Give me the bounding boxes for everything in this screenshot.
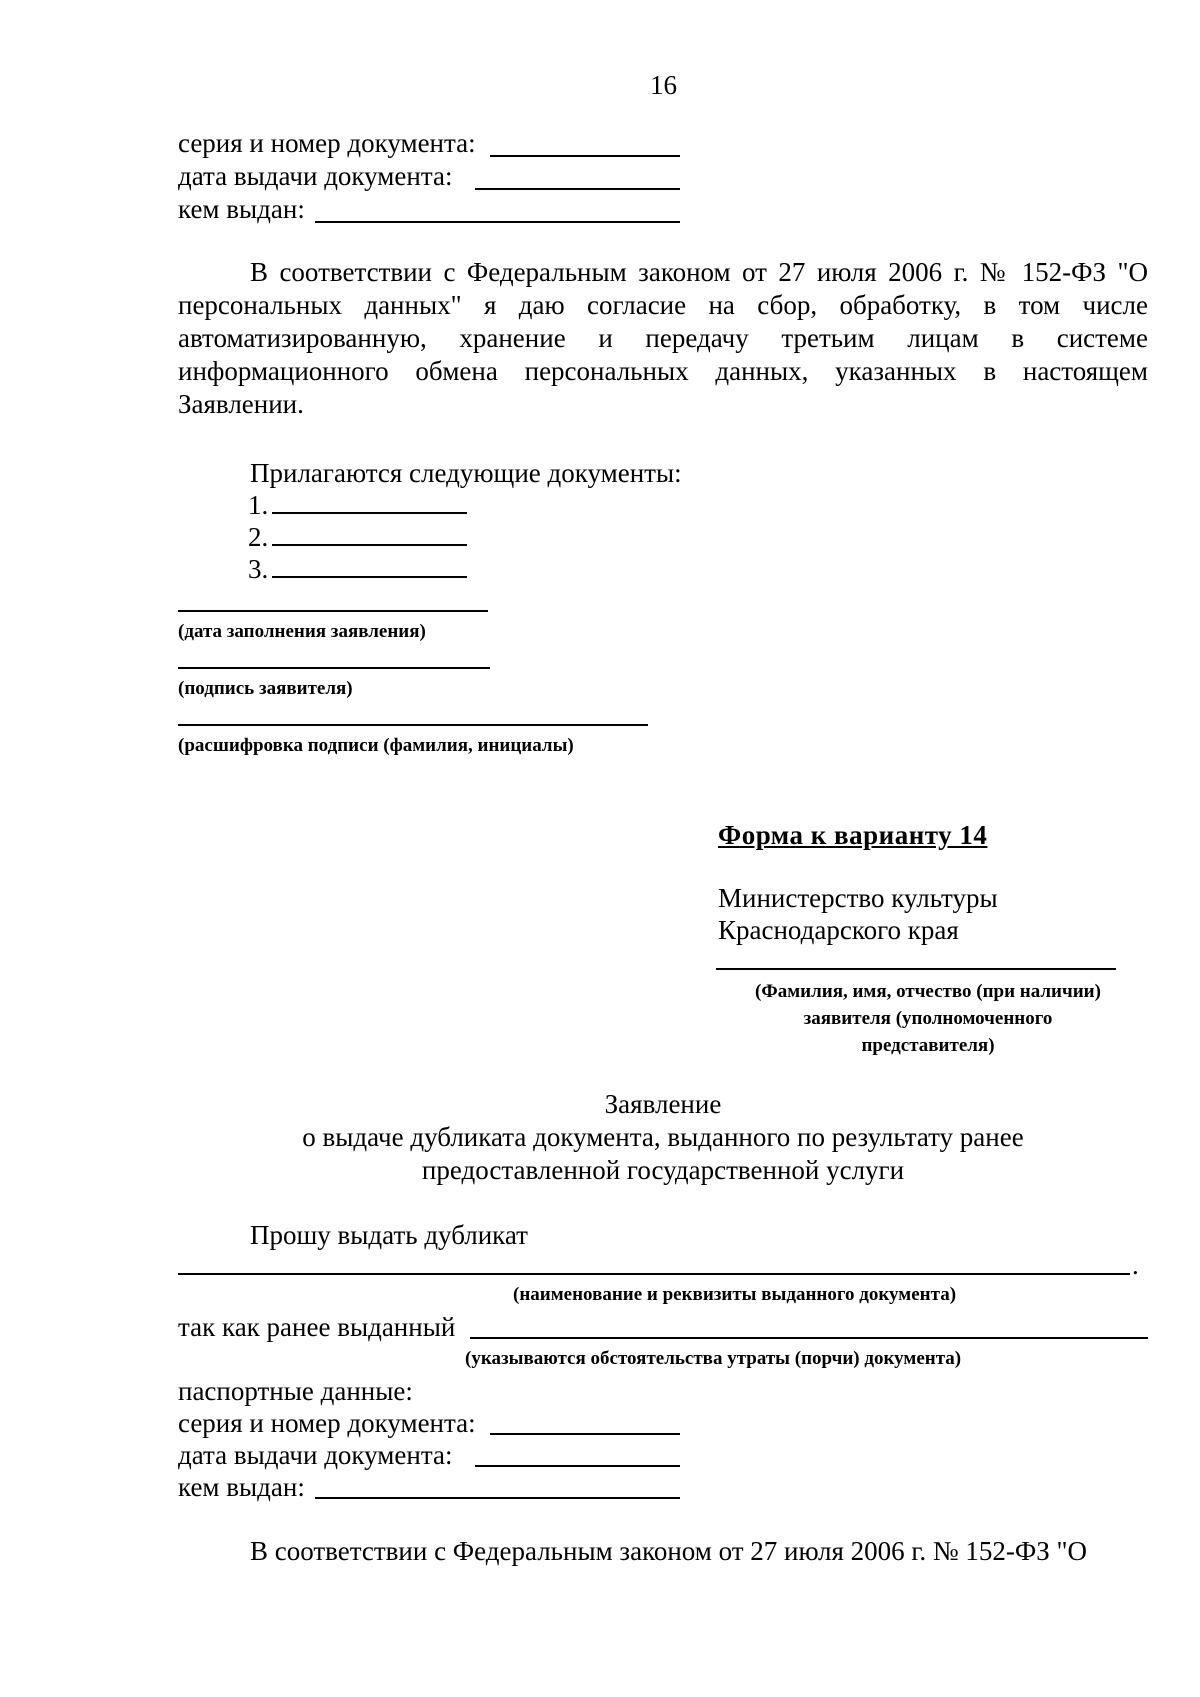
attachment-number: 1. xyxy=(248,490,269,520)
consent-paragraph: В соответствии с Федеральным законом от 27 июля 2006 г. № 152-ФЗ "О персональных данных" я даю согласие на сбор, обработку, в том числе автоматизированную, хранение и передачу третьим лицам в системе информационного обмена персональных данных, указанных в настоящем Заявлении. xyxy=(178,257,1148,419)
issue-date-label: дата выдачи документа: xyxy=(178,161,453,191)
application-title: Заявление xyxy=(604,1089,722,1119)
previously-issued-label: так как ранее выданный xyxy=(178,1312,456,1342)
attachment-number: 2. xyxy=(248,522,269,552)
fill-date-caption: (дата заполнения заявления) xyxy=(178,621,426,642)
passport-data-label: паспортные данные: xyxy=(178,1376,413,1406)
issued-by-line xyxy=(315,1497,680,1499)
request-text: Прошу выдать дубликат xyxy=(250,1220,528,1250)
application-subtitle-line-2: предоставленной государственной услуги xyxy=(421,1155,905,1185)
signature-line xyxy=(178,667,490,669)
issue-date-label: дата выдачи документа: xyxy=(178,1440,453,1470)
document-caption: (наименование и реквизиты выданного документа) xyxy=(513,1284,957,1305)
circumstances-line xyxy=(470,1337,1148,1339)
ministry-line-2: Краснодарского края xyxy=(718,915,959,945)
attachment-line xyxy=(272,576,467,578)
applicant-caption-line-3: представителя) xyxy=(861,1035,995,1056)
issued-by-label: кем выдан: xyxy=(178,1472,305,1502)
series-number-label: серия и номер документа: xyxy=(178,1408,476,1438)
circumstances-caption: (указываются обстоятельства утраты (порчи) документа) xyxy=(465,1348,962,1369)
page-number: 16 xyxy=(650,70,677,100)
document-name-line xyxy=(178,1273,1130,1275)
issue-date-line xyxy=(475,188,680,190)
applicant-caption xyxy=(708,978,1148,1059)
fill-date-line xyxy=(178,610,488,612)
form-heading: Форма к варианту 14 xyxy=(718,820,988,850)
line-end-period: . xyxy=(1132,1250,1139,1280)
attachment-line xyxy=(272,512,467,514)
application-subtitle-line-1: о выдаче дубликата документа, выданного по результату ранее xyxy=(302,1122,1024,1152)
application-title-block xyxy=(178,1088,1148,1187)
issue-date-line xyxy=(475,1465,680,1467)
applicant-caption-line-2: заявителя (уполномоченного xyxy=(803,1008,1053,1029)
series-number-label: серия и номер документа: xyxy=(178,128,476,158)
applicant-caption-line-1: (Фамилия, имя, отчество (при наличии) xyxy=(755,981,1101,1002)
attachment-number: 3. xyxy=(248,554,269,584)
issued-by-line xyxy=(315,221,680,223)
consent-bottom-text: В соответствии с Федеральным законом от 27 июля 2006 г. № 152-ФЗ "О xyxy=(250,1536,1088,1566)
signature-caption: (подпись заявителя) xyxy=(178,678,353,699)
applicant-name-line xyxy=(716,968,1116,970)
ministry-line-1: Министерство культуры xyxy=(718,883,998,913)
issued-by-label: кем выдан: xyxy=(178,194,305,224)
attachment-line xyxy=(272,544,467,546)
series-number-line xyxy=(490,155,680,157)
attachments-title: Прилагаются следующие документы: xyxy=(250,458,682,488)
series-number-line xyxy=(490,1433,680,1435)
signature-decode-line xyxy=(178,724,648,726)
signature-decode-caption: (расшифровка подписи (фамилия, инициалы) xyxy=(178,735,574,756)
